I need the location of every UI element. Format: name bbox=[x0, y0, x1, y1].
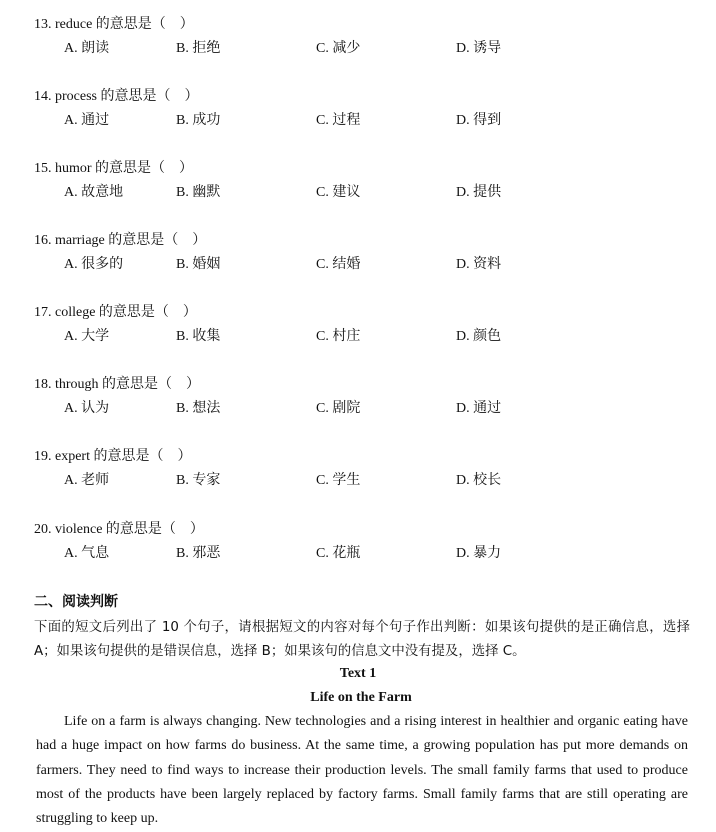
option-b: B. 专家 bbox=[176, 473, 221, 488]
option-c: C. 花瓶 bbox=[316, 546, 361, 561]
question-20 bbox=[34, 521, 694, 571]
option-a: A. 气息 bbox=[64, 546, 110, 561]
text-title: Life on the Farm bbox=[310, 690, 412, 705]
option-a: A. 朗读 bbox=[64, 41, 110, 56]
question-options bbox=[64, 545, 664, 563]
option-c: C. 学生 bbox=[316, 473, 361, 488]
question-options bbox=[64, 184, 664, 202]
option-c: C. 结婚 bbox=[316, 257, 361, 272]
option-b: B. 婚姻 bbox=[176, 257, 221, 272]
question-14 bbox=[34, 88, 694, 138]
option-a: A. 大学 bbox=[64, 329, 110, 344]
option-b: B. 成功 bbox=[176, 113, 221, 128]
question-19 bbox=[34, 448, 694, 498]
option-a: A. 认为 bbox=[64, 401, 110, 416]
option-a: A. 故意地 bbox=[64, 185, 124, 200]
text-label: Text 1 bbox=[339, 666, 377, 681]
question-16 bbox=[34, 232, 694, 282]
option-c: C. 剧院 bbox=[316, 401, 361, 416]
option-a: A. 很多的 bbox=[64, 257, 124, 272]
section-instructions: 下面的短文后列出了 10 个句子，请根据短文的内容对每个句子作出判断：如果该句提供的是正确信息，选择 A；如果该句提供的是错误信息，选择 B；如果该句的信息文中没有提及，选择 C。 bbox=[34, 620, 690, 659]
option-d: D. 提供 bbox=[456, 185, 502, 200]
option-c: C. 建议 bbox=[316, 185, 361, 200]
option-b: B. 想法 bbox=[176, 401, 221, 416]
passage-paragraph: Life on a farm is always changing. New technologies and a rising interest in healthier and organic eating have had a huge impact on how farms do business. At the same time, a growing population has put more demands on farmers. They need to find ways to increase their production levels. The small family farms that used to produce most of the products have been largely replaced by factory farms. Small family farms that are still operating are struggling to keep up. bbox=[36, 714, 688, 827]
option-b: B. 收集 bbox=[176, 329, 221, 344]
option-a: A. 通过 bbox=[64, 113, 110, 128]
option-d: D. 得到 bbox=[456, 113, 502, 128]
question-stem: 14. process 的意思是（ ） bbox=[34, 89, 199, 104]
option-b: B. 邪恶 bbox=[176, 546, 221, 561]
question-15 bbox=[34, 160, 694, 210]
option-c: C. 减少 bbox=[316, 41, 361, 56]
question-stem: 18. through 的意思是（ ） bbox=[34, 377, 201, 392]
option-c: C. 村庄 bbox=[316, 329, 361, 344]
question-18 bbox=[34, 376, 694, 426]
question-stem: 16. marriage 的意思是（ ） bbox=[34, 233, 207, 248]
question-options bbox=[64, 40, 664, 58]
question-options bbox=[64, 472, 664, 490]
option-d: D. 通过 bbox=[456, 401, 502, 416]
question-13 bbox=[34, 16, 694, 66]
section-title: 二、阅读判断 bbox=[34, 594, 118, 610]
question-options bbox=[64, 400, 664, 418]
question-17 bbox=[34, 304, 694, 354]
option-d: D. 暴力 bbox=[456, 546, 502, 561]
option-a: A. 老师 bbox=[64, 473, 110, 488]
option-c: C. 过程 bbox=[316, 113, 361, 128]
option-d: D. 校长 bbox=[456, 473, 502, 488]
question-stem: 15. humor 的意思是（ ） bbox=[34, 161, 194, 176]
question-options bbox=[64, 256, 664, 274]
option-d: D. 颜色 bbox=[456, 329, 502, 344]
question-stem: 13. reduce 的意思是（ ） bbox=[34, 17, 194, 32]
question-stem: 19. expert 的意思是（ ） bbox=[34, 449, 192, 464]
question-options bbox=[64, 328, 664, 346]
option-d: D. 资料 bbox=[456, 257, 502, 272]
question-stem: 17. college 的意思是（ ） bbox=[34, 305, 197, 320]
question-options bbox=[64, 112, 664, 130]
question-stem: 20. violence 的意思是（ ） bbox=[34, 522, 204, 537]
option-b: B. 拒绝 bbox=[176, 41, 221, 56]
option-b: B. 幽默 bbox=[176, 185, 221, 200]
option-d: D. 诱导 bbox=[456, 41, 502, 56]
